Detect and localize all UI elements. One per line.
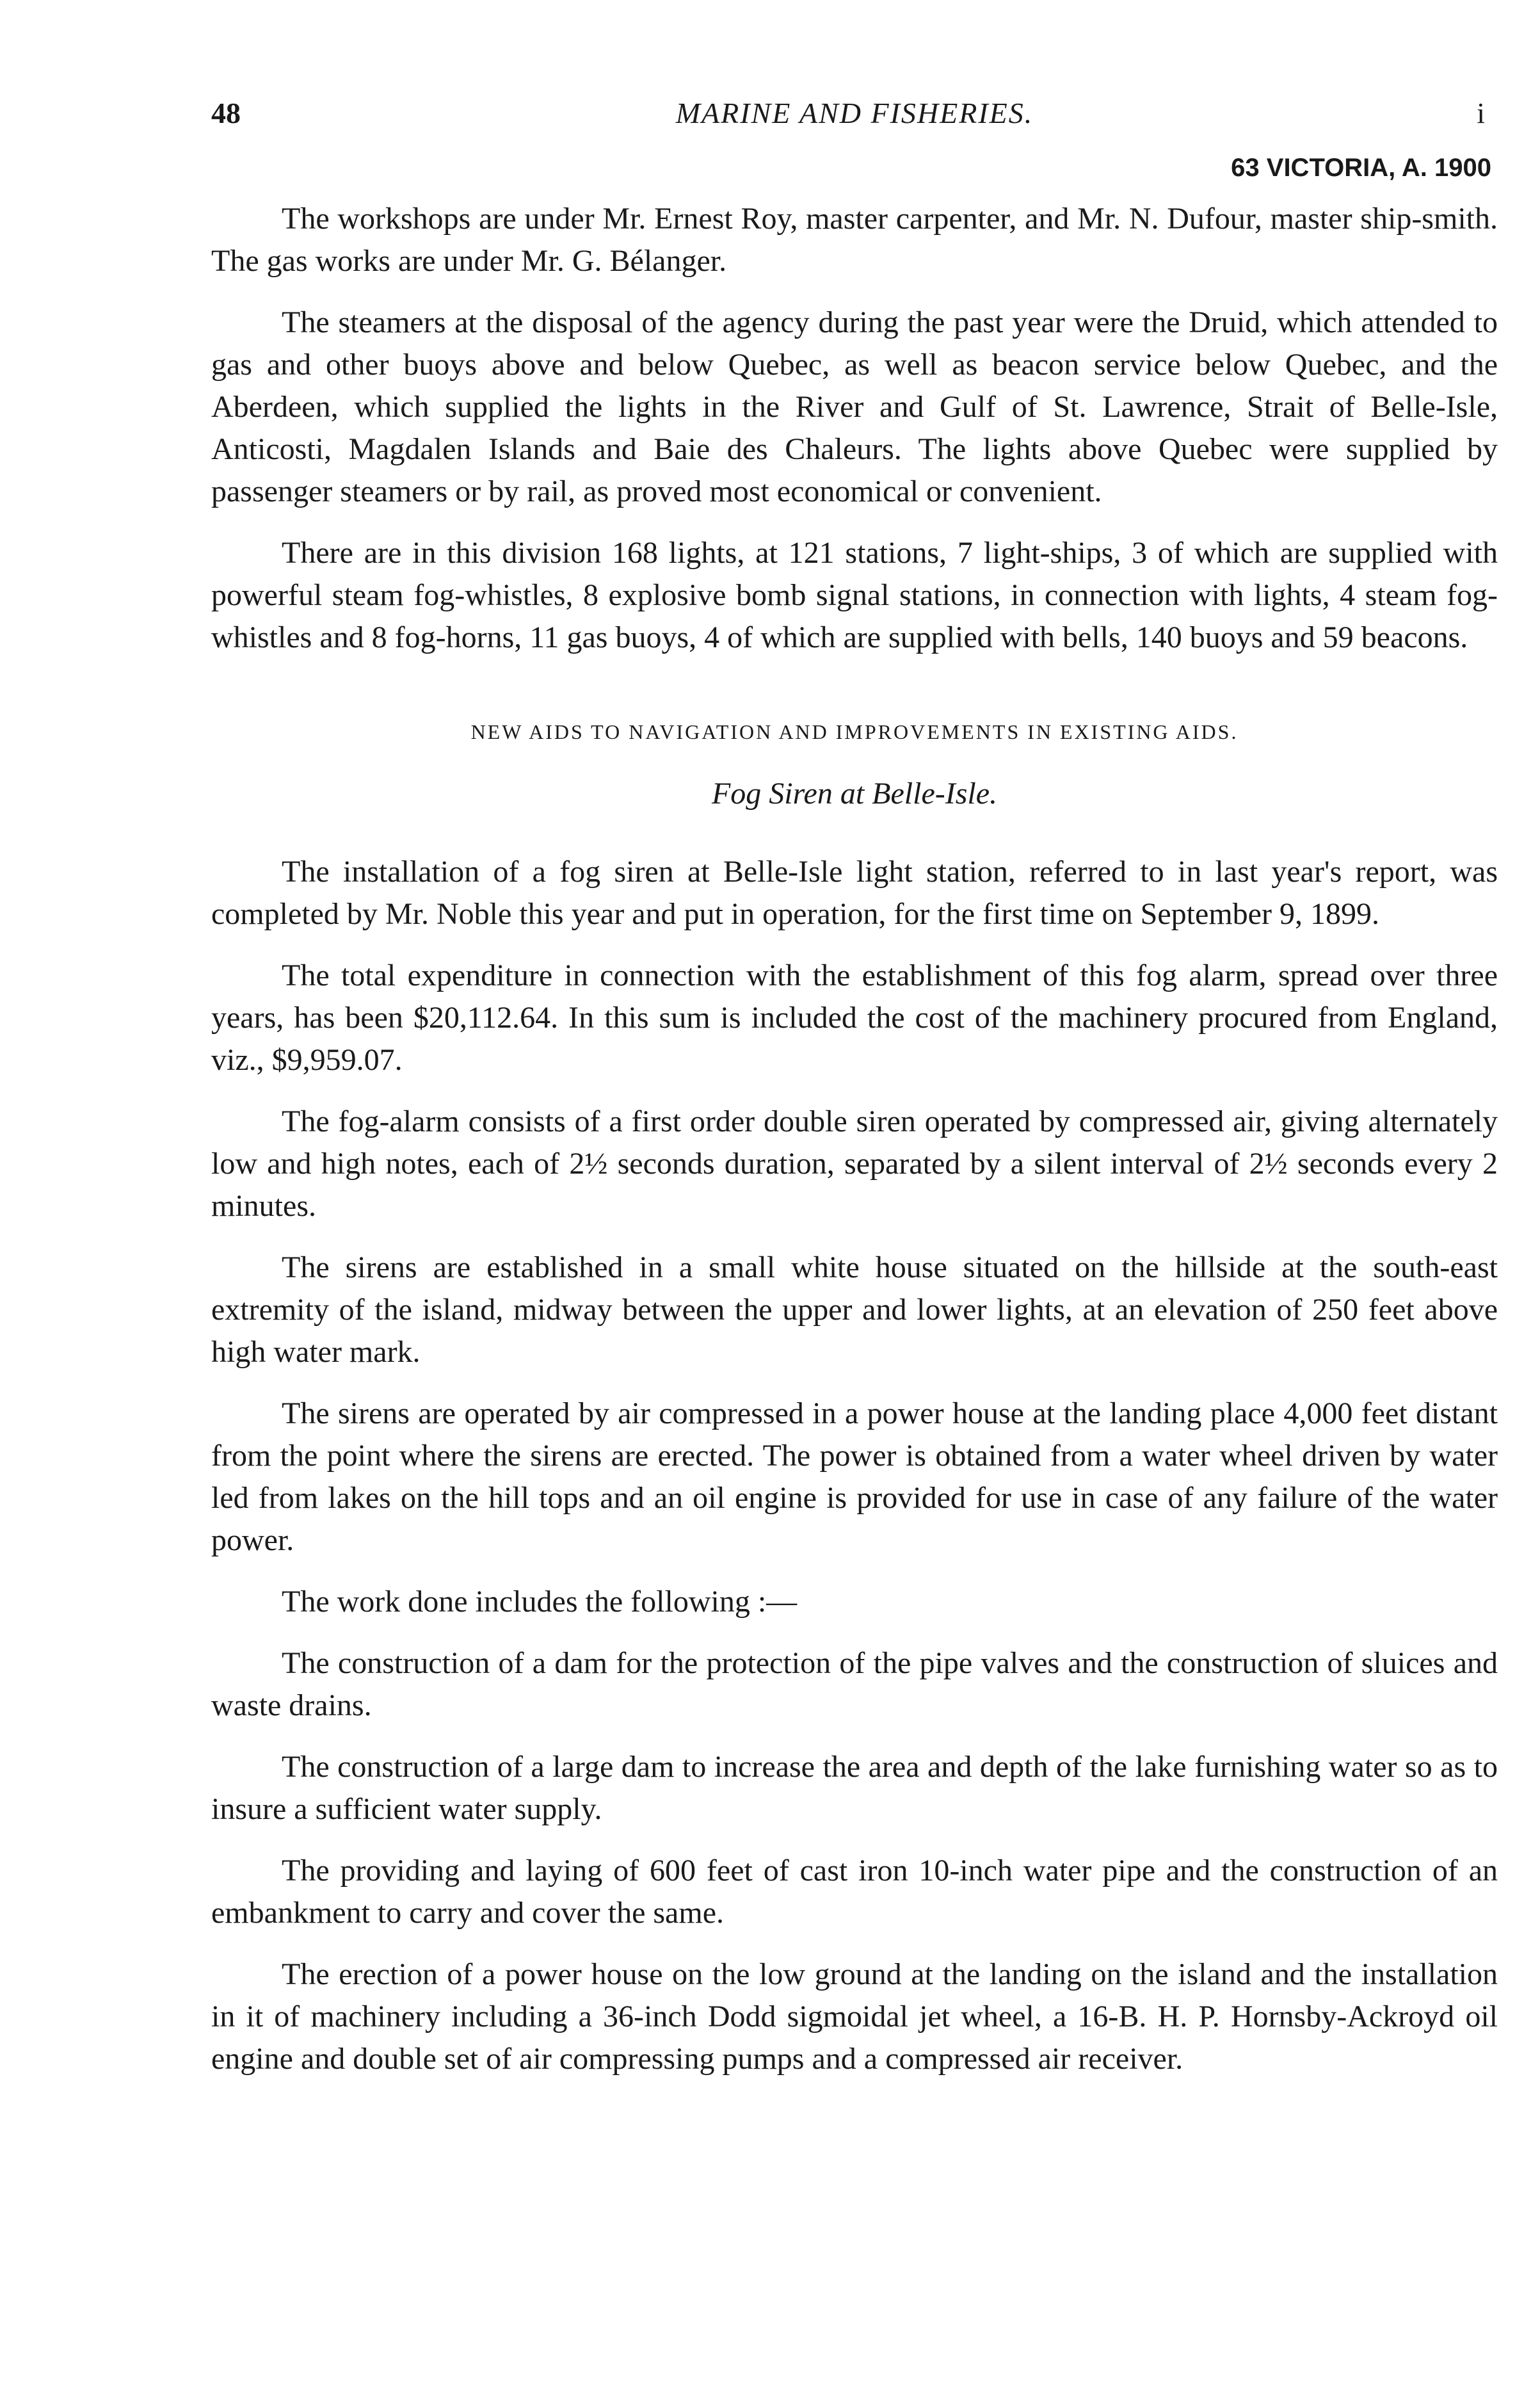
section-heading: NEW AIDS TO NAVIGATION AND IMPROVEMENTS IN EXISTING AIDS.	[470, 720, 1239, 743]
paragraph-division-stats: There are in this division 168 lights, at 121 stations, 7 light-ships, 3 of which are supplied with powerful steam fog-whistles, 8 explosive bomb signal stations, in connection with lights, 4 steam fog-whistles and 8 fog-horns, 11 gas buoys, 4 of which are supplied with bells, 140 buoys and 59 beacons.	[211, 536, 1498, 654]
paragraph-water-pipe: The providing and laying of 600 feet of cast iron 10-inch water pipe and the construction of an embankment to carry and cover the same.	[211, 1854, 1498, 1930]
paragraph-work-intro: The work done includes the following :—	[282, 1585, 798, 1619]
paragraph-installation: The installation of a fog siren at Belle-Isle light station, referred to in last year's report, was completed by Mr. Noble this year and put in operation, for the first time on September 9, 1899.	[211, 855, 1498, 931]
document-page	[211, 96, 1498, 2099]
paragraph-expenditure: The total expenditure in connection with the establishment of this fog alarm, spread over three years, has been $20,112.64. In this sum is included the cost of the machinery procured from England, viz., $9,959.07.	[211, 958, 1498, 1077]
paragraph-large-dam: The construction of a large dam to increase the area and depth of the lake furnishing water so as to insure a sufficient water supply.	[211, 1750, 1498, 1826]
paragraph-dam-valves: The construction of a dam for the protection of the pipe valves and the construction of sluices and waste drains.	[211, 1646, 1498, 1722]
corner-mark: i	[1477, 97, 1485, 129]
paragraph-fog-alarm: The fog-alarm consists of a first order double siren operated by compressed air, giving alternately low and high notes, each of 2½ seconds duration, separated by a silent interval of 2½ seconds every 2 minutes.	[211, 1104, 1498, 1223]
running-header	[211, 96, 1498, 154]
paragraph-power-house: The erection of a power house on the low ground at the landing on the island and the installation in it of machinery including a 36-inch Dodd sigmoidal jet wheel, a 16-B. H. P. Hornsby-Ackroyd oil engine and double set of air compressing pumps and a compressed air receiver.	[211, 1957, 1498, 2076]
paragraph-workshops: The workshops are under Mr. Ernest Roy, master carpenter, and Mr. N. Dufour, master ship-smith. The gas works are under Mr. G. Bélanger.	[211, 202, 1498, 278]
paragraph-steamers: The steamers at the disposal of the agency during the past year were the Druid, which attended to gas and other buoys above and below Quebec, as well as beacon service below Quebec, and the Aberdeen, which supplied the lights in the River and Gulf of St. Lawrence, Strait of Belle-Isle, Anticosti, Magdalen Islands and Baie des Chaleurs. The lights above Quebec were supplied by passenger steamers or by rail, as proved most economical or convenient.	[211, 305, 1498, 508]
paragraph-sirens-location: The sirens are established in a small white house situated on the hillside at the south-east extremity of the island, midway between the upper and lower lights, at an elevation of 250 feet above high water mark.	[211, 1250, 1498, 1369]
page-number: 48	[211, 97, 241, 129]
subheading: Fog Siren at Belle-Isle.	[711, 777, 998, 811]
session-line: 63 VICTORIA, A. 1900	[1231, 154, 1491, 182]
running-title: MARINE AND FISHERIES.	[675, 97, 1034, 129]
paragraph-sirens-power: The sirens are operated by air compressed in a power house at the landing place 4,000 feet distant from the point where the sirens are erected. The power is obtained from a water wheel driven by water led from lakes on the hill tops and an oil engine is provided for use in case of any failure of the water power.	[211, 1396, 1498, 1557]
